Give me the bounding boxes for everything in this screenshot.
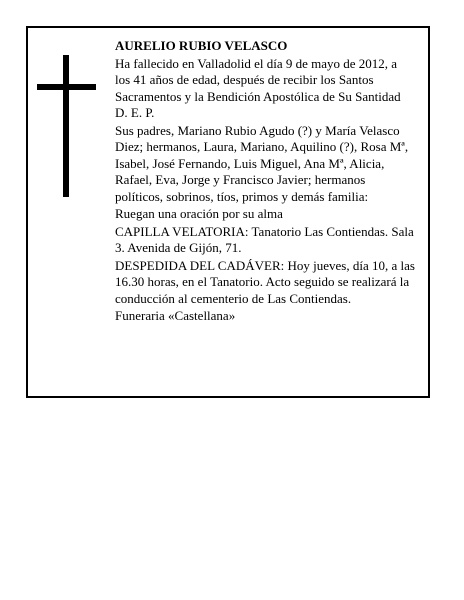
- cross-vertical-bar: [63, 55, 69, 197]
- deceased-name: AURELIO RUBIO VELASCO: [115, 38, 288, 53]
- notice-text: [115, 38, 415, 326]
- family-list: Sus padres, Mariano Rubio Agudo (?) y María Velasco Diez; hermanos, Laura, Mariano, Aquilino (?), Rosa Mª, Isabel, José Fernando, Luis Miguel, Ana Mª, Alicia, Rafael, Eva, Jorge y Francisco Javier; hermanos políticos, sobrinos, tíos, primos y demás familia:: [115, 122, 409, 204]
- death-announcement: Ha fallecido en Valladolid el día 9 de mayo de 2012, a los 41 años de edad, después de recibir los Santos Sacramentos y la Bendición Apostólica de Su Santidad D. E. P.: [115, 55, 401, 120]
- cross-horizontal-bar: [37, 84, 96, 90]
- prayer-request: Ruegan una oración por su alma: [115, 206, 283, 221]
- funeral-home: Funeraria «Castellana»: [115, 308, 236, 323]
- chapel-info: CAPILLA VELATORIA: Tanatorio Las Contiendas. Sala 3. Avenida de Gijón, 71.: [115, 223, 414, 255]
- farewell-info: DESPEDIDA DEL CADÁVER: Hoy jueves, día 10, a las 16.30 horas, en el Tanatorio. Acto seguido se realizará la conducción al cementerio de Las Contiendas.: [115, 257, 415, 306]
